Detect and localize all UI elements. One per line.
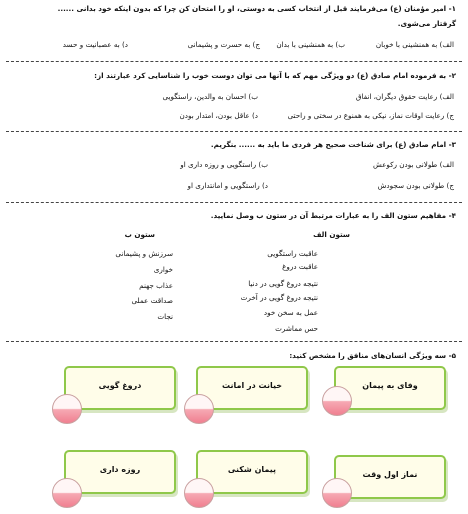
q3-option-a[interactable]: الف) طولانی بودن رکوعش [372,160,454,169]
answer-circle[interactable] [322,386,352,416]
q2-option-c[interactable]: ج) رعایت اوقات نماز، نیکی به همنوع در سختی و راحتی [287,111,454,120]
column-b-item[interactable]: عذاب جهنم [139,281,173,290]
q1-option-d[interactable]: د) به عصبانیت و حسد [62,40,128,49]
q2-question: ۲- به فرموده امام صادق (ع) دو ویژگی مهم که با آنها می توان دوست خوب را شناسایی کرد عبارتند از: [94,71,456,80]
trait-card-label: نماز اول وقت [362,470,418,479]
q3-question: ۳- امام صادق (ع) برای شناخت صحیح هر فردی ما باید به ...... بنگریم. [210,140,456,149]
column-b-item[interactable]: خواری [153,265,173,274]
q2-option-a[interactable]: الف) رعایت حقوق دیگران، انفاق [355,92,454,101]
q1-option-b[interactable]: ب) به همنشینی با بدان [276,40,345,49]
column-b-item[interactable]: صداقت عملی [131,296,173,305]
q2-option-b[interactable]: ب) احسان به والدین، راستگویی [162,92,258,101]
answer-circle[interactable] [322,478,352,508]
q2-option-d[interactable]: د) عاقل بودن، امتدار بودن [179,111,258,120]
column-a-item[interactable]: عاقبت دروغ [282,262,318,271]
column-a-item[interactable]: نتیجه دروغ گویی در آخرت [240,293,318,302]
trait-card-label: پیمان شکنی [227,465,277,474]
divider-4 [6,341,462,342]
trait-card-label: روزه داری [99,465,141,474]
trait-card-label: خیانت در امانت [222,381,282,390]
column-a-item[interactable]: حس مماشرت [275,324,318,333]
q1-question: ۱- امیر مؤمنان (ع) می‌فرمایند قبل از انتخاب کسی به دوستی، او را امتحان کن چرا که بدون اینکه خود بدانی ...... [57,4,456,13]
q3-option-b[interactable]: ب) راستگویی و روزه داری او [180,160,268,169]
trait-card-label: وفای به پیمان [362,381,418,390]
q1-option-c[interactable]: ج) به حسرت و پشیمانی [187,40,260,49]
q1-option-a[interactable]: الف) به همنشینی با خوبان [375,40,454,49]
answer-circle[interactable] [52,394,82,424]
column-a-item[interactable]: نتیجه دروغ گویی در دنیا [248,279,318,288]
q3-option-d[interactable]: د) راستگویی و امانتداری او [187,181,268,190]
q5-question: ۵- سه ویژگی انسان‌های منافق را مشخص کنید: [289,351,456,360]
column-b-item[interactable]: نجات [157,312,173,321]
answer-circle[interactable] [52,478,82,508]
column-a-item[interactable]: عمل به سخن خود [263,308,318,317]
divider-2 [6,131,462,132]
divider-3 [6,202,462,203]
answer-circle[interactable] [184,394,214,424]
column-a-item[interactable]: عاقبت راستگویی [267,249,318,258]
trait-card-label: دروغ گویی [98,381,142,390]
column-b-item[interactable]: سرزنش و پشیمانی [115,249,173,258]
answer-circle[interactable] [184,478,214,508]
column-a-title: ستون الف [313,230,350,239]
q4-question: ۴- مفاهیم ستون الف را به عبارات مرتبط آن در ستون ب وصل نمایید. [210,211,456,220]
column-b-title: ستون ب [124,230,155,239]
divider-1 [6,61,462,62]
q3-option-c[interactable]: ج) طولانی بودن سجودش [377,181,454,190]
q1-question-continued: گرفتار می‌شوی. [397,19,456,28]
